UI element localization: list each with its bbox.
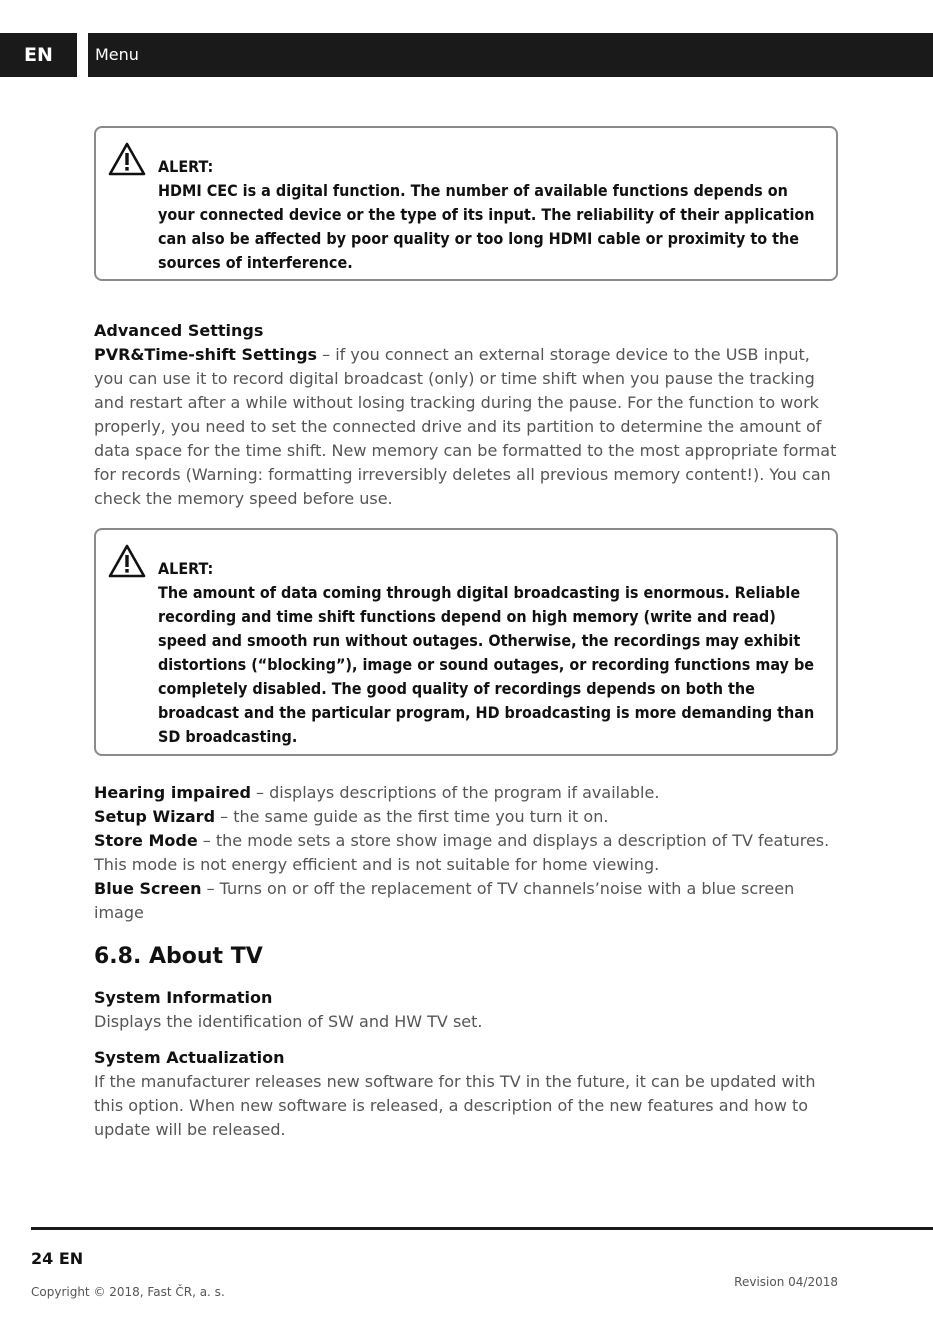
item-term: Setup Wizard <box>94 807 216 826</box>
item-term: Store Mode <box>94 831 198 850</box>
alert-title: ALERT: <box>158 157 214 176</box>
item-term: Blue Screen <box>94 879 202 898</box>
alert-box-recording <box>94 528 838 756</box>
system-information-text: Displays the identification of SW and HW TV set. <box>94 1012 483 1031</box>
warning-triangle-icon <box>108 142 146 176</box>
list-item <box>94 781 839 805</box>
settings-items <box>94 781 839 925</box>
page-number: 24 EN <box>31 1249 84 1268</box>
system-information-heading: System Information <box>94 988 273 1007</box>
item-text: – the same guide as the first time you turn it on. <box>215 807 609 826</box>
revision: Revision 04/2018 <box>734 1275 838 1289</box>
system-actualization-text: If the manufacturer releases new software for this TV in the future, it can be updated with this option. When new software is released, a description of the new features and how to update will be released. <box>94 1072 816 1139</box>
list-item <box>94 829 839 877</box>
alert-box-hdmi-cec <box>94 126 838 281</box>
alert-title: ALERT: <box>158 559 214 578</box>
pvr-paragraph <box>94 343 839 511</box>
list-item <box>94 877 839 925</box>
list-item <box>94 805 839 829</box>
item-text: – Turns on or off the replacement of TV channels’noise with a blue screen image <box>94 879 795 922</box>
section-header: Menu <box>88 33 933 77</box>
footer-divider <box>31 1227 933 1230</box>
alert-text: The amount of data coming through digital broadcasting is enormous. Reliable recording and time shift functions depend on high memory (write and read) speed and smooth run without outages. Otherwise, the recordings may exhibit distortions (“blocking”), image or sound outages, or recording functions may be completely disabled. The good quality of recordings depends on both the broadcast and the particular program, HD broadcasting is more demanding than SD broadcasting. <box>158 583 815 746</box>
copyright: Copyright © 2018, Fast ČR, a. s. <box>31 1285 225 1299</box>
pvr-term: PVR&Time-shift Settings <box>94 345 318 364</box>
item-text: – the mode sets a store show image and displays a description of TV features. This mode is not energy efficient and is not suitable for home viewing. <box>94 831 830 874</box>
system-actualization-section <box>94 1046 839 1142</box>
item-term: Hearing impaired <box>94 783 251 802</box>
advanced-settings-heading: Advanced Settings <box>94 321 264 340</box>
system-actualization-heading: System Actualization <box>94 1048 285 1067</box>
system-information-section <box>94 986 839 1034</box>
item-text: – displays descriptions of the program if available. <box>250 783 660 802</box>
alert-text: HDMI CEC is a digital function. The number of available functions depends on your connected device or the type of its input. The reliability of their application can also be affected by poor quality or too long HDMI cable or proximity to the sources of interference. <box>158 181 815 272</box>
advanced-settings-section <box>94 319 839 511</box>
warning-triangle-icon <box>108 544 146 578</box>
language-tab: EN <box>0 33 77 77</box>
pvr-text: – if you connect an external storage device to the USB input, you can use it to record digital broadcast (only) or time shift when you pause the tracking and restart after a while without losing tracking during the pause. For the function to work properly, you need to set the connected drive and its partition to determine the amount of data space for the time shift. New memory can be formatted to the most appropriate format for records (Warning: formatting irreversibly deletes all previous memory content!). You can check the memory speed before use. <box>94 345 837 508</box>
about-tv-heading: 6.8. About TV <box>94 944 263 969</box>
